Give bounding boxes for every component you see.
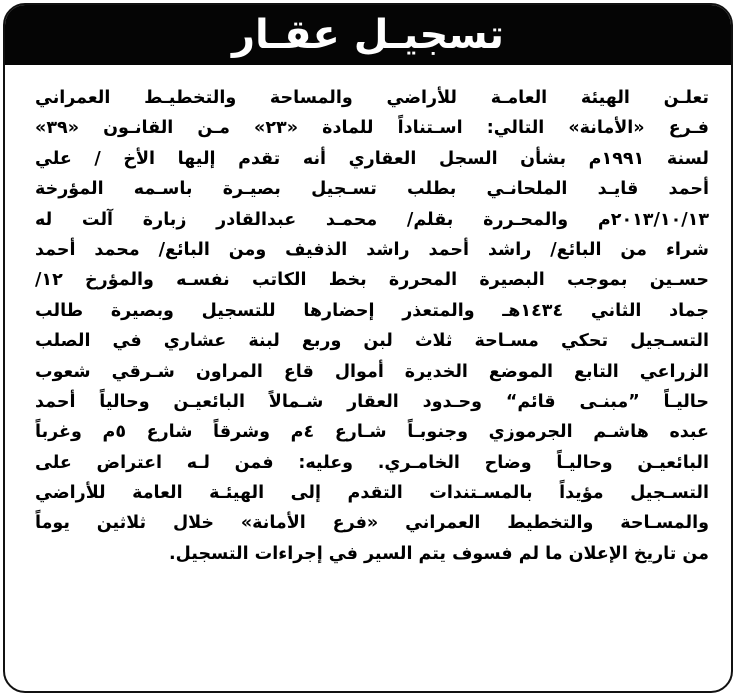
announcement-body	[35, 83, 709, 683]
body-line: حاليـاً ”مبنـى قائم“ وحـدود العقار شـمالاً البائعيـن وحالياً أحمد	[35, 391, 709, 412]
body-line: ٢٠١٣/١٠/١٣م والمحـررة بقلم/ محمـد عبدالقادر زبارة آلت له	[35, 209, 709, 230]
body-line: تعلـن الهيئة العامـة للأراضي والمساحة والتخطيـط العمراني	[35, 88, 709, 108]
body-line-last: من تاريخ الإعلان ما لم فسوف يتم السير في إجراءات التسجيل.	[169, 543, 709, 564]
body-line: لسنة ١٩٩١م بشأن السجل العقاري أنه تقدم إليها الأخ / علي	[35, 148, 709, 169]
body-line: فـرع «الأمانة» التالي: اسـتناداً للمادة «٢٣» مـن القانـون «٣٩»	[35, 118, 709, 139]
body-line: التسـجيل مؤيداً بالمسـتندات التقدم إلى الهيئـة العامة للأراضي	[35, 483, 709, 504]
body-line: الزراعي التابع الموضع الخديرة أموال قاع المراون شـرقي شعوب	[35, 361, 709, 382]
body-line: البائعيـن وحاليـاً وضاح الخامـري. وعليه: فمن لـه اعتراض على	[35, 452, 709, 473]
body-line: حسـين بموجب البصيرة المحررة بخط الكاتب نفسـه والمؤرخ ١٢/	[35, 270, 709, 291]
body-line: شراء من البائع/ راشد أحمد راشد الذفيف ومن البائع/ محمد أحمد	[35, 239, 709, 260]
announcement-header	[5, 5, 731, 65]
announcement-title: تسجيـل عقـار	[232, 12, 505, 58]
body-line: أحمد قايـد الملحانـي بطلب تسـجيل بصيـرة باسـمه المؤرخة	[35, 179, 709, 200]
body-line: عبده هاشـم الجرموزي وجنوبـاً شـارع ٤م وشرقاً شارع ٥م وغرباً	[35, 422, 709, 443]
body-line: جماد الثاني ١٤٣٤هـ والمتعذر إحضارها للتسجيل وبصيرة طالب	[35, 300, 709, 321]
announcement-frame	[3, 3, 733, 693]
body-line: والمسـاحة والتخطيط العمراني «فرع الأمانة» خلال ثلاثين يوماً	[35, 513, 709, 534]
body-line: التسـجيل تحكي مسـاحة ثلاث لبن وربع لبنة عشاري في الصلب	[35, 331, 709, 352]
